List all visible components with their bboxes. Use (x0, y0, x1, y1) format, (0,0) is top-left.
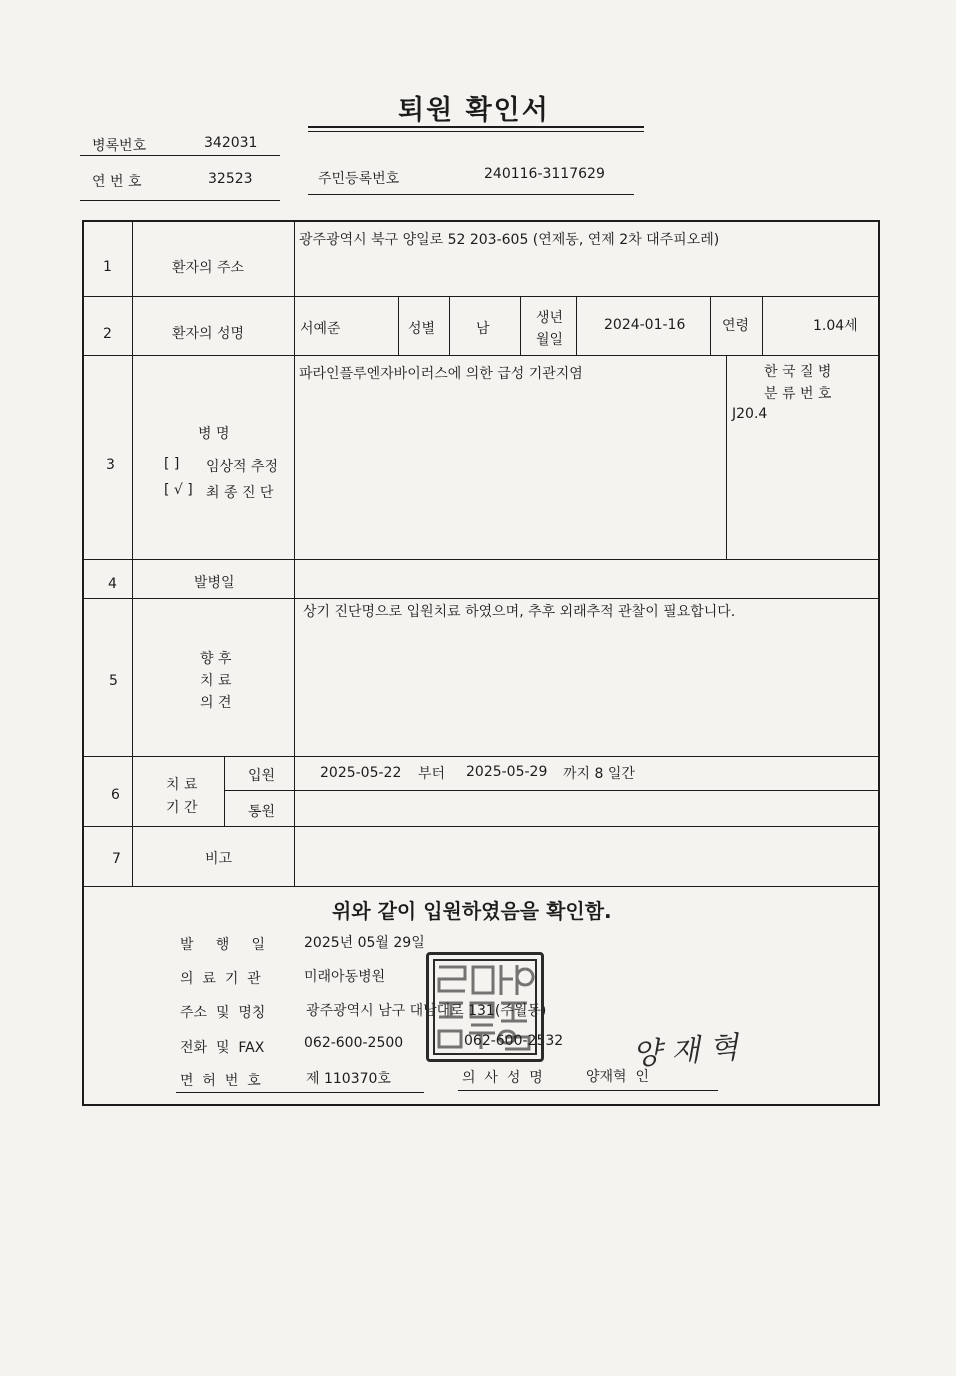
final-diagnosis-box: [ √ ] (164, 482, 193, 498)
row-divider (224, 790, 880, 791)
record-no-underline (80, 155, 280, 156)
row6-label-1: 치 료 (166, 777, 198, 793)
serial-value: 32523 (208, 171, 253, 187)
row3-number: 3 (106, 457, 115, 473)
row7-number: 7 (112, 851, 121, 867)
institution-name: 미래아동병원 (304, 969, 386, 985)
sex-label: 성별 (408, 321, 436, 337)
hospital-seal (426, 952, 544, 1062)
patient-name: 서예준 (300, 321, 341, 337)
title-underline (308, 126, 644, 128)
col-divider (520, 296, 521, 355)
inpatient-to: 2025-05-29 (466, 764, 548, 780)
serial-underline (80, 200, 280, 201)
row-divider (82, 756, 880, 757)
col-divider (294, 220, 295, 886)
row-divider (82, 886, 880, 887)
row-divider (82, 296, 880, 297)
col-divider (449, 296, 450, 355)
doctor-label: 의 사 성 명 (462, 1070, 543, 1086)
final-diagnosis-label: 최 종 진 단 (206, 485, 274, 501)
row3-label: 병 명 (198, 426, 230, 442)
doctor-signature: 양 재 혁 (631, 1030, 740, 1073)
col-divider (762, 296, 763, 355)
row5-number: 5 (109, 673, 118, 689)
row-divider (82, 355, 880, 356)
row6-number: 6 (111, 787, 120, 803)
telephone: 062-600-2500 (304, 1035, 404, 1051)
row-divider (82, 559, 880, 560)
row6-label-2: 기 간 (166, 800, 198, 816)
inpatient-label: 입원 (248, 768, 276, 784)
row2-label: 환자의 성명 (172, 326, 245, 342)
row-divider (82, 826, 880, 827)
patient-address: 광주광역시 북구 양일로 52 203-605 (연제동, 연제 2차 대주피오레) (299, 232, 720, 248)
inpatient-from: 2025-05-22 (320, 765, 402, 781)
row5-label-1: 향 후 (200, 651, 232, 667)
rrn-value: 240116-3117629 (484, 166, 605, 182)
dob-label-2: 월일 (536, 332, 564, 348)
confirm-statement: 위와 같이 입원하였음을 확인함. (332, 899, 612, 923)
row5-label-3: 의 견 (200, 695, 232, 711)
col-divider (398, 296, 399, 355)
inpatient-days: 까지 8 일간 (563, 766, 635, 782)
record-no-label: 병록번호 (92, 138, 147, 154)
col-divider (710, 296, 711, 355)
serial-label: 연 번 호 (92, 174, 142, 190)
clinical-estimate-label: 임상적 추정 (206, 459, 279, 475)
license-label: 면 허 번 호 (180, 1073, 261, 1089)
age-label: 연령 (722, 318, 750, 334)
license-underline (176, 1092, 424, 1093)
treatment-opinion: 상기 진단명으로 입원치료 하였으며, 추후 외래추적 관찰이 필요합니다. (303, 604, 736, 620)
kcd-code: J20.4 (732, 406, 768, 422)
age-value: 1.04세 (813, 318, 858, 334)
rrn-underline (308, 194, 634, 195)
outpatient-label: 통원 (248, 804, 276, 820)
row2-number: 2 (103, 326, 112, 342)
row4-number: 4 (108, 576, 117, 592)
rrn-label: 주민등록번호 (318, 171, 400, 187)
kcd-label-2: 분 류 번 호 (764, 386, 832, 402)
sex-value: 남 (476, 321, 490, 337)
row1-label: 환자의 주소 (172, 260, 245, 276)
institution-label: 의 료 기 관 (180, 971, 261, 987)
col-divider (132, 220, 133, 886)
col-divider (576, 296, 577, 355)
license-number: 제 110370호 (306, 1071, 391, 1087)
document-title: 퇴원 확인서 (398, 95, 550, 126)
inpatient-from-word: 부터 (418, 766, 446, 782)
col-divider (726, 355, 727, 559)
row5-label-2: 치 료 (200, 673, 232, 689)
clinical-estimate-box: [ ] (164, 456, 180, 472)
record-no-value: 342031 (204, 135, 258, 151)
kcd-label-1: 한 국 질 병 (764, 364, 832, 380)
address-label: 주소 및 명칭 (180, 1005, 266, 1021)
diagnosis-value: 파라인플루엔자바이러스에 의한 급성 기관지염 (299, 366, 583, 382)
institution-address: 광주광역시 남구 대남대로 131(주월동) (306, 1003, 547, 1019)
dob-label-1: 생년 (536, 310, 564, 326)
row7-label: 비고 (205, 851, 233, 867)
doctor-name: 양재혁 인 (586, 1069, 649, 1085)
fax: 062-600-2532 (464, 1033, 564, 1049)
issue-date-label: 발 행 일 (180, 937, 266, 953)
seal-mark (429, 955, 541, 1059)
issue-date: 2025년 05월 29일 (304, 935, 425, 951)
doctor-underline (458, 1090, 718, 1091)
tel-fax-label: 전화 및 FAX (180, 1040, 265, 1056)
dob-value: 2024-01-16 (604, 317, 686, 333)
row-divider (82, 598, 880, 599)
row1-number: 1 (103, 259, 112, 275)
col-divider (224, 756, 225, 826)
row4-label: 발병일 (194, 575, 235, 591)
title-underline-2 (308, 131, 644, 132)
